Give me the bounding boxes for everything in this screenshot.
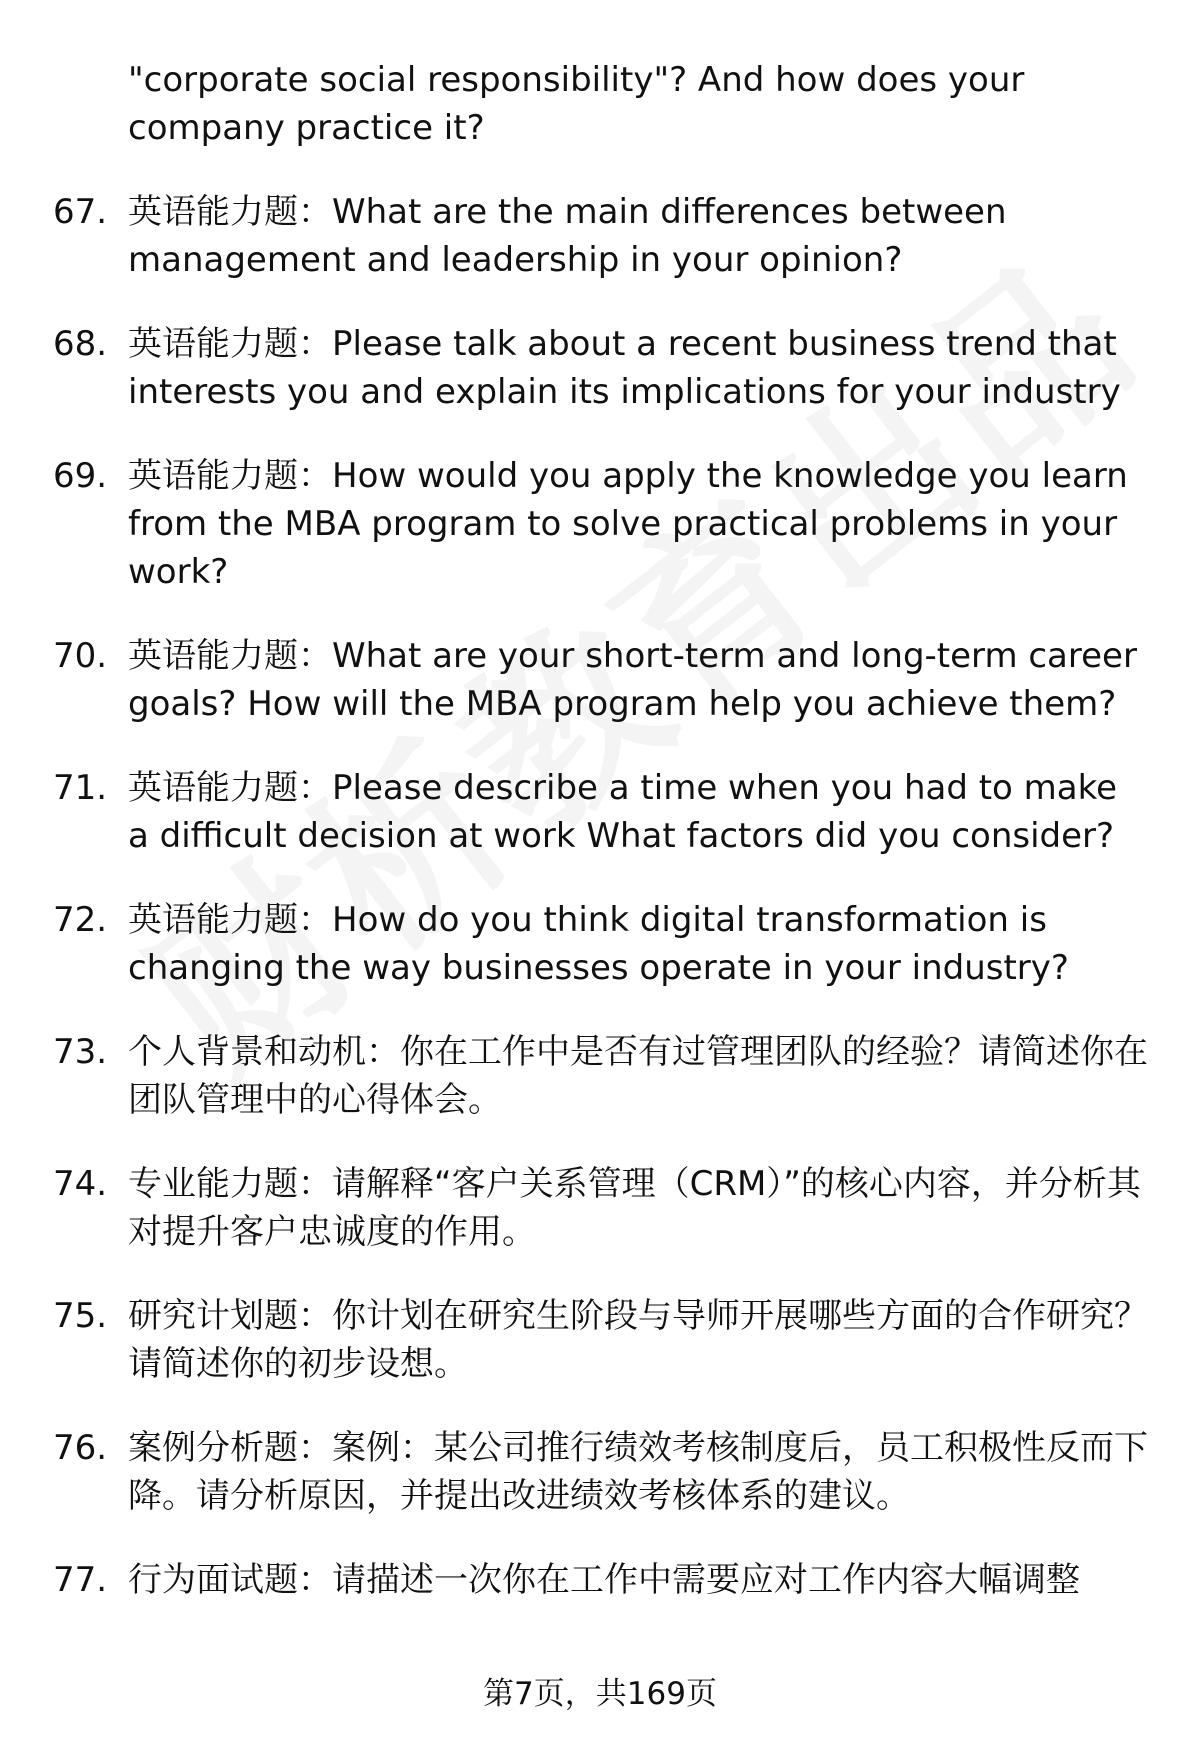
- question-item: [0, 1556, 1200, 1604]
- question-item: [0, 320, 1200, 416]
- question-number: 75.: [53, 1296, 108, 1336]
- question-text: 英语能力题：What are your short-term and long-term career goals? How will the MBA program help you achieve them?: [128, 636, 1137, 724]
- question-item: [0, 1160, 1200, 1256]
- question-number: 73.: [53, 1032, 108, 1072]
- question-text: 行为面试题：请描述一次你在工作中需要应对工作内容大幅调整: [128, 1560, 1080, 1600]
- question-item: [0, 1292, 1200, 1388]
- question-text: 英语能力题：Please talk about a recent business trend that interests you and explain its implications for your industry: [128, 324, 1121, 412]
- question-number: 71.: [53, 768, 108, 808]
- question-item: [0, 452, 1200, 596]
- question-number: 72.: [53, 900, 108, 940]
- question-list: [0, 188, 1200, 1604]
- question-item: [0, 764, 1200, 860]
- question-number: 77.: [53, 1560, 108, 1600]
- page-footer: 第7页，共169页: [483, 1676, 717, 1712]
- question-item: [0, 896, 1200, 992]
- question-text: 个人背景和动机：你在工作中是否有过管理团队的经验？请简述你在团队管理中的心得体会。: [128, 1032, 1148, 1120]
- question-text: 专业能力题：请解释“客户关系管理（CRM）”的核心内容，并分析其对提升客户忠诚度的作用。: [128, 1164, 1141, 1252]
- question-text: 英语能力题：What are the main differences between management and leadership in your opinion?: [128, 192, 1007, 280]
- question-number: 76.: [53, 1428, 108, 1468]
- question-text: 英语能力题：How do you think digital transformation is changing the way businesses operate in your industry?: [128, 900, 1069, 988]
- question-number: 74.: [53, 1164, 108, 1204]
- question-item: [0, 188, 1200, 284]
- question-number: 67.: [53, 192, 108, 232]
- question-number: 70.: [53, 636, 108, 676]
- question-text: 案例分析题：案例：某公司推行绩效考核制度后，员工积极性反而下降。请分析原因，并提出改进绩效考核体系的建议。: [128, 1428, 1148, 1516]
- question-item: [0, 1424, 1200, 1520]
- question-item: [0, 1028, 1200, 1124]
- document-body: [0, 56, 1200, 1604]
- question-number: 69.: [53, 456, 108, 496]
- question-number: 68.: [53, 324, 108, 364]
- continued-question-text: "corporate social responsibility"? And how does your company practice it?: [128, 60, 1025, 148]
- question-text: 研究计划题：你计划在研究生阶段与导师开展哪些方面的合作研究？请简述你的初步设想。: [128, 1296, 1148, 1384]
- question-item: [0, 632, 1200, 728]
- question-text: 英语能力题：Please describe a time when you had to make a difficult decision at work What factors did you consider?: [128, 768, 1118, 856]
- question-text: 英语能力题：How would you apply the knowledge you learn from the MBA program to solve practical problems in your work?: [128, 456, 1128, 592]
